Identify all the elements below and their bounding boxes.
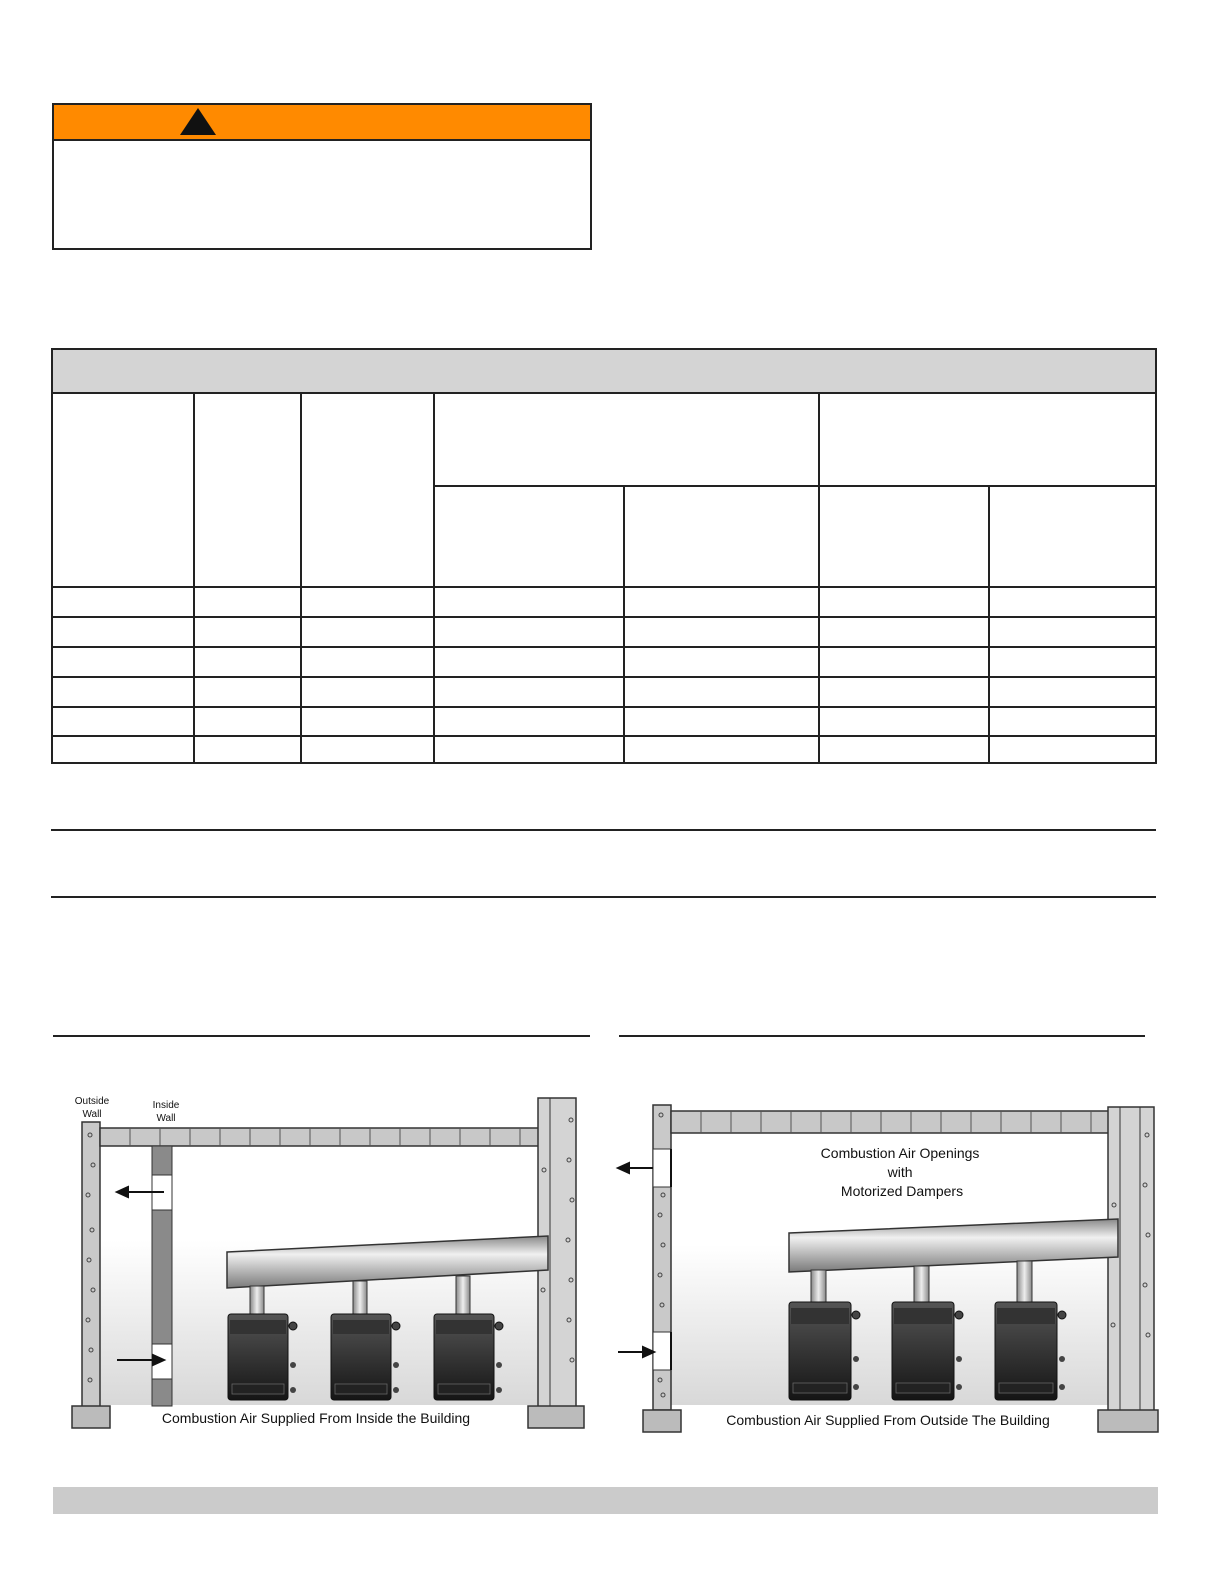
figure-left-rule: [53, 1035, 590, 1037]
boiler-2: [331, 1314, 400, 1400]
airflow-arrow-out: [618, 1163, 653, 1173]
table-title-bar: [53, 350, 1155, 394]
inside-wall-label: Inside Wall: [152, 1100, 180, 1124]
outside-wall-footing: [643, 1410, 681, 1432]
table-subheader-line: [434, 485, 1155, 487]
figure-left-caption: Combustion Air Supplied From Inside the Building: [161, 1410, 471, 1426]
outside-wall-label: Outside Wall: [74, 1096, 110, 1120]
table-row-line: [53, 735, 1155, 737]
table-col-divider: [623, 486, 625, 762]
dampers-label: Combustion Air Openings with Motorized Dampers: [820, 1145, 980, 1199]
warning-header-bar: [54, 105, 590, 141]
table-row-line: [53, 676, 1155, 678]
boiler-2-stack: [914, 1266, 929, 1302]
boiler-3-stack: [456, 1276, 470, 1314]
ceiling-beam: [671, 1111, 1111, 1133]
right-wall: [1108, 1107, 1154, 1412]
boiler-3: [434, 1314, 503, 1400]
boiler-1: [789, 1302, 860, 1400]
boiler-3-stack: [1017, 1261, 1032, 1302]
boiler-1-stack: [250, 1286, 264, 1314]
table-row-line: [53, 616, 1155, 618]
table-row-line: [53, 586, 1155, 588]
right-wall-footing: [528, 1406, 584, 1428]
boiler-1: [228, 1314, 297, 1400]
damper-opening-upper: [653, 1149, 671, 1187]
table-row-line: [53, 646, 1155, 648]
figure-right-rule: [619, 1035, 1145, 1037]
boiler-1-stack: [811, 1270, 826, 1302]
outside-wall-footing: [72, 1406, 110, 1428]
boiler-2: [892, 1302, 963, 1400]
section-rule: [51, 896, 1156, 898]
boiler-2-stack: [353, 1281, 367, 1314]
section-rule: [51, 829, 1156, 831]
table-row-line: [53, 706, 1155, 708]
figure-inside-air: [60, 1090, 595, 1440]
warning-box: [52, 103, 592, 250]
ceiling-beam: [100, 1128, 540, 1146]
airflow-arrow-in: [618, 1347, 654, 1357]
figure-right-caption: Combustion Air Supplied From Outside The Building: [726, 1412, 1050, 1428]
figure-outside-air: [615, 1095, 1160, 1440]
boiler-3: [995, 1302, 1066, 1400]
right-wall-footing: [1098, 1410, 1158, 1432]
combustion-air-table: [51, 348, 1157, 764]
warning-triangle-icon: [180, 108, 216, 135]
damper-opening-lower: [653, 1332, 671, 1370]
table-col-divider: [988, 486, 990, 762]
footer-bar: [53, 1487, 1158, 1514]
